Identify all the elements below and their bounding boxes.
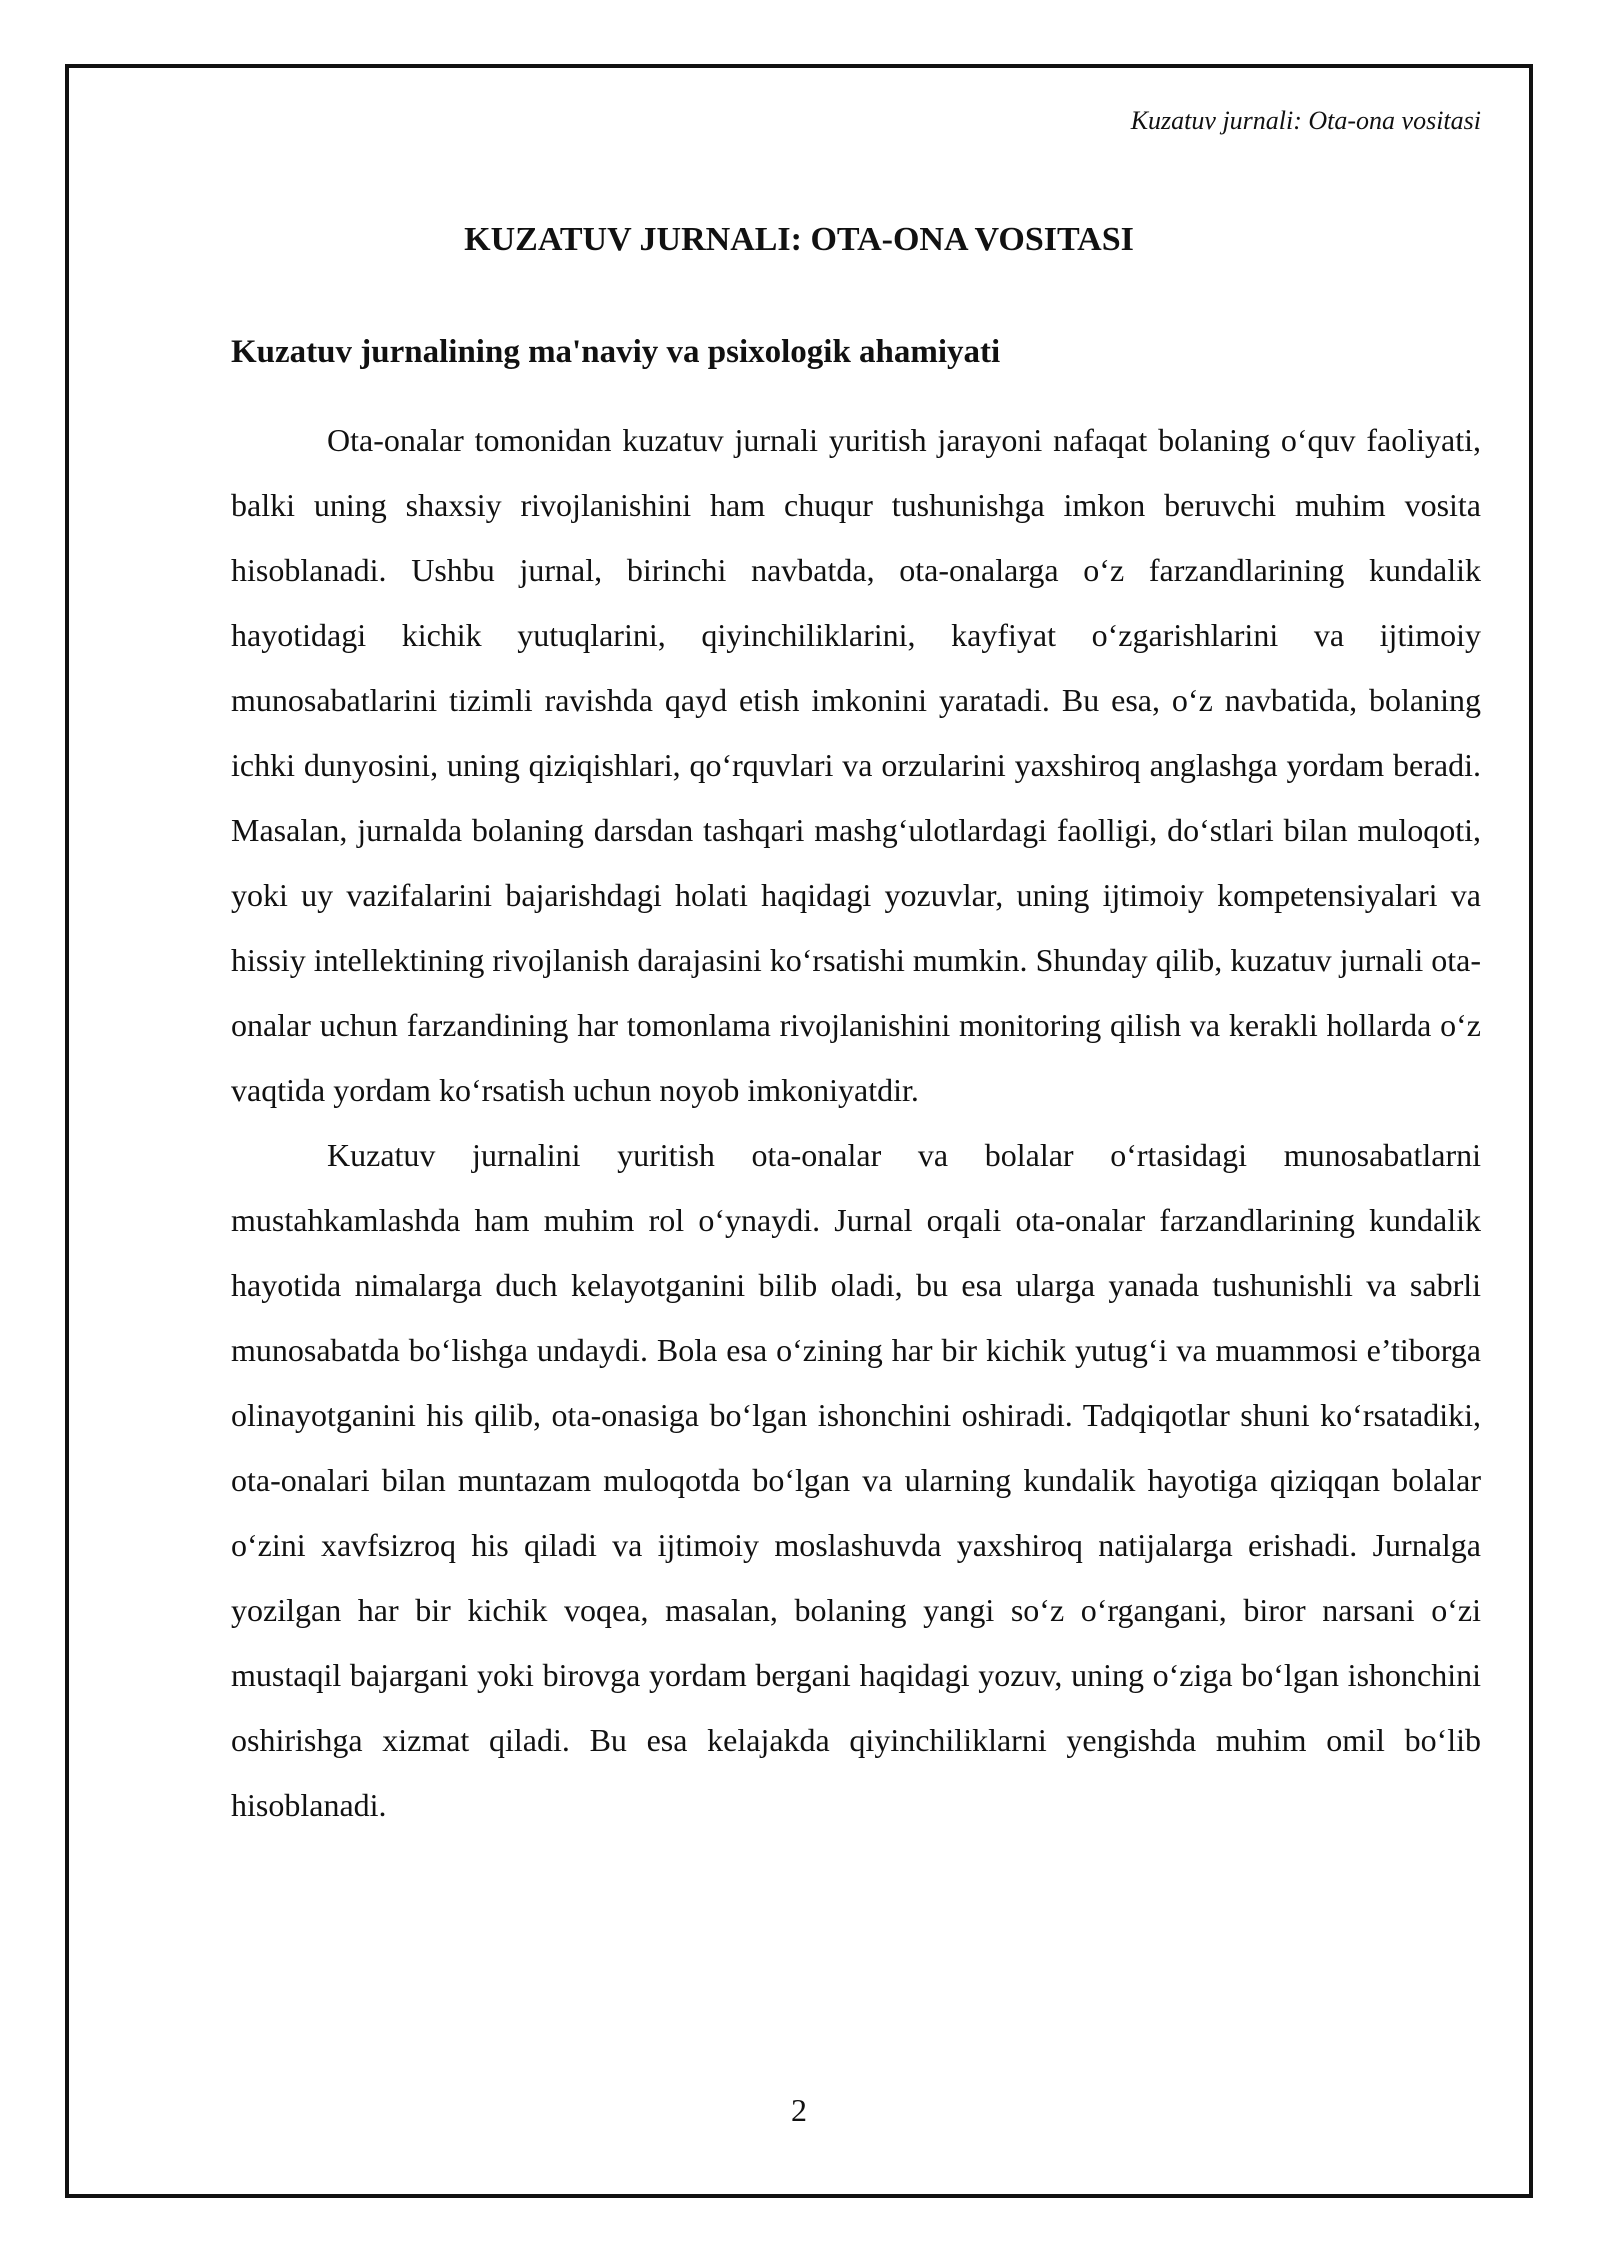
page-frame	[65, 64, 1533, 2198]
paragraph: Kuzatuv jurnalini yuritish ota-onalar va bolalar o‘rtasidagi munosabatlarni mustahkamlashda ham muhim rol o‘ynaydi. Jurnal orqali ota-onalar farzandlarining kundalik hayotida nimalarga duch kelayotganini bilib oladi, bu esa ularga yanada tushunishli va sabrli munosabatda bo‘lishga undaydi. Bola esa o‘zining har bir kichik yutug‘i va muammosi e’tiborga olinayotganini his qilib, ota-onasiga bo‘lgan ishonchini oshiradi. Tadqiqotlar shuni ko‘rsatadiki, ota-onalari bilan muntazam muloqotda bo‘lgan va ularning kundalik hayotiga qiziqqan bolalar o‘zini xavfsizroq his qiladi va ijtimoiy moslashuvda yaxshiroq natijalarga erishadi. Jurnalga yozilgan har bir kichik voqea, masalan, bolaning yangi so‘z o‘rgangani, biror narsani o‘zi mustaqil bajargani yoki birovga yordam bergani haqidagi yozuv, uning o‘ziga bo‘lgan ishonchini oshirishga xizmat qiladi. Bu esa kelajakda qiyinchiliklarni yengishda muhim omil bo‘lib hisoblanadi.	[231, 1137, 1481, 1823]
page-number: 2	[791, 2092, 807, 2128]
paragraph: Ota-onalar tomonidan kuzatuv jurnali yuritish jarayoni nafaqat bolaning o‘quv faoliyati, balki uning shaxsiy rivojlanishini ham chuqur tushunishga imkon beruvchi muhim vosita hisoblanadi. Ushbu jurnal, birinchi navbatda, ota-onalarga o‘z farzandlarining kundalik hayotidagi kichik yutuqlarini, qiyinchiliklarini, kayfiyat o‘zgarishlarini va ijtimoiy munosabatlarini tizimli ravishda qayd etish imkonini yaratadi. Bu esa, o‘z navbatida, bolaning ichki dunyosini, uning qiziqishlari, qo‘rquvlari va orzularini yaxshiroq anglashga yordam beradi. Masalan, jurnalda bolaning darsdan tashqari mashg‘ulotlardagi faolligi, do‘stlari bilan muloqoti, yoki uy vazifalarini bajarishdagi holati haqidagi yozuvlar, uning ijtimoiy kompetensiyalari va hissiy intellektining rivojlanish darajasini ko‘rsatishi mumkin. Shunday qilib, kuzatuv jurnali ota-onalar uchun farzandining har tomonlama rivojlanishini monitoring qilish va kerakli hollarda o‘z vaqtida yordam ko‘rsatish uchun noyob imkoniyatdir.	[231, 422, 1481, 1108]
document-title: KUZATUV JURNALI: OTA-ONA VOSITASI	[464, 221, 1134, 258]
running-header: Kuzatuv jurnali: Ota-ona vositasi	[1130, 106, 1481, 135]
section-heading: Kuzatuv jurnalining ma'naviy va psixologik ahamiyati	[231, 334, 1001, 370]
body-text	[231, 408, 1481, 1838]
